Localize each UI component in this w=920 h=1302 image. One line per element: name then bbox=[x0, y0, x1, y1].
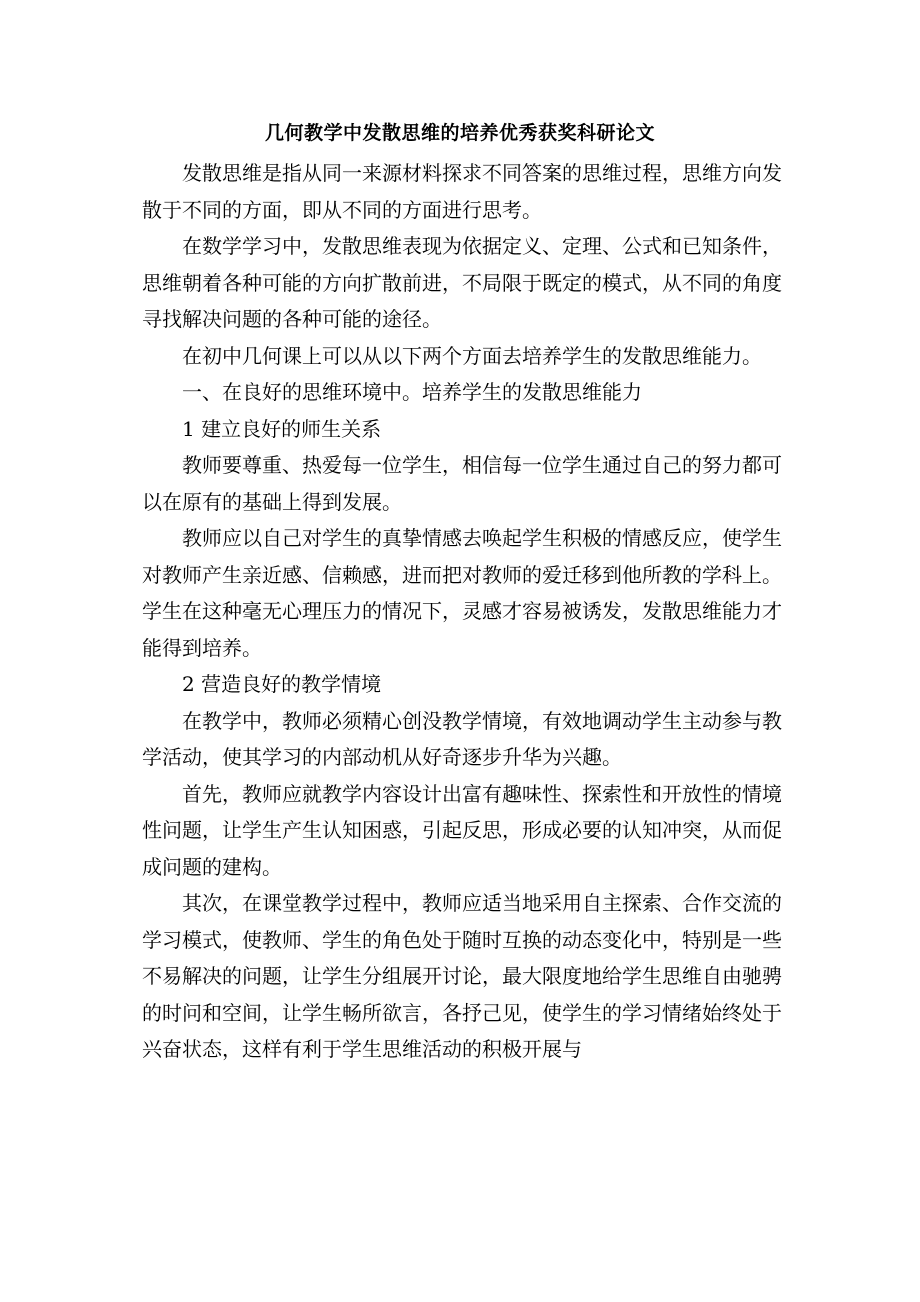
paragraph: 在数学学习中，发散思维表现为依据定义、定理、公式和已知条件，思维朝着各种可能的方向扩散前进，不局限于既定的模式，从不同的角度寻找解决问题的各种可能的途径。 bbox=[142, 234, 782, 331]
paragraph: 在教学中，教师必须精心创没教学情境，有效地调动学生主动参与教学活动，使其学习的内部动机从好奇逐步升华为兴趣。 bbox=[142, 708, 782, 769]
paragraph: 教师要尊重、热爱每一位学生，相信每一位学生通过自己的努力都可以在原有的基础上得到发展。 bbox=[142, 453, 782, 514]
section-heading: 一、在良好的思维环境中。培养学生的发散思维能力 bbox=[182, 380, 642, 404]
paragraph: 在初中几何课上可以从以下两个方面去培养学生的发散思维能力。 bbox=[182, 343, 762, 368]
paragraph: 首先，教师应就教学内容设计出富有趣味性、探索性和开放性的情境性问题，让学生产生认知困惑，引起反思，形成必要的认知冲突，从而促成问题的建构。 bbox=[142, 781, 782, 879]
paragraph: 发散思维是指从同一来源材料探求不同答案的思维过程，思维方向发散于不同的方面，即从不同的方面进行思考。 bbox=[142, 161, 782, 222]
subsection-heading: 2 营造良好的教学情境 bbox=[182, 672, 382, 696]
document-body bbox=[142, 155, 782, 1068]
paragraph: 其次，在课堂教学过程中，教师应适当地采用自主探索、合作交流的学习模式，使教师、学生的角色处于随时互换的动态变化中，特别是一些不易解决的问题，让学生分组展开讨论，最大限度地给学生思维自由驰骋的时问和空间，让学生畅所欲言，各抒己见，使学生的学习情绪始终处于兴奋状态，这样有利于学生思维活动的积极开展与 bbox=[142, 891, 782, 1061]
subsection-heading: 1 建立良好的师生关系 bbox=[182, 416, 382, 441]
paragraph: 教师应以自己对学生的真挚情感去唤起学生积极的情感反应，使学生对教师产生亲近感、信赖感，进而把对教师的爱迁移到他所教的学科上。学生在这种毫无心理压力的情况下，灵感才容易被诱发，发散思维能力才能得到培养。 bbox=[142, 526, 782, 660]
document-title: 几何教学中发散思维的培养优秀获奖科研论文 bbox=[264, 122, 655, 144]
